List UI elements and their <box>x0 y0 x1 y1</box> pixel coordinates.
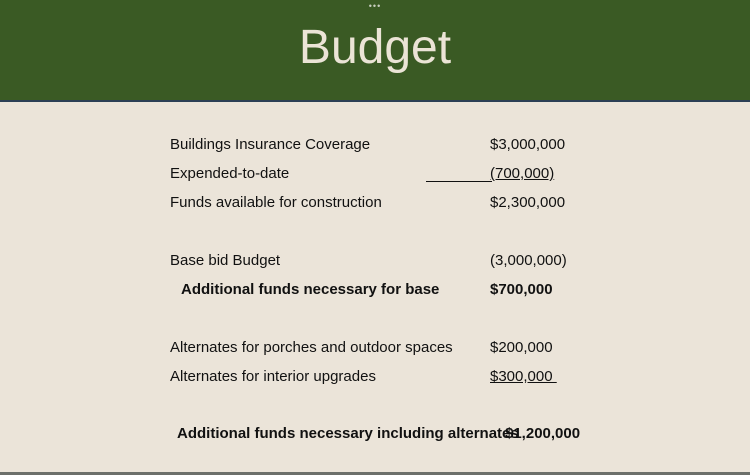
slide-options-dots[interactable]: ••• <box>368 1 382 11</box>
buildings-insurance-label: Buildings Insurance Coverage <box>170 136 371 153</box>
base-bid-amount: (3,000,000) <box>490 252 567 269</box>
additional-base-label: Additional funds necessary for base <box>181 281 440 298</box>
funds-available-label: Funds available for construction <box>170 194 382 211</box>
alt-interior-label: Alternates for interior upgrades <box>170 368 376 385</box>
title-banner <box>0 0 750 102</box>
expended-amount: (700,000) <box>490 165 555 182</box>
additional-total-amount: $1,200,000 <box>505 425 581 442</box>
slide-title: Budget <box>298 21 452 74</box>
alt-interior-amount: $300,000 <box>490 368 557 385</box>
base-bid-label: Base bid Budget <box>170 252 281 269</box>
alt-porches-label: Alternates for porches and outdoor spaces <box>170 339 453 356</box>
funds-available-amount: $2,300,000 <box>490 194 566 211</box>
subtotal-rule <box>426 181 492 182</box>
alt-porches-amount: $200,000 <box>490 339 553 356</box>
buildings-insurance-amount: $3,000,000 <box>490 136 566 153</box>
additional-base-amount: $700,000 <box>490 281 553 298</box>
expended-label: Expended-to-date <box>170 165 290 182</box>
additional-total-label: Additional funds necessary including alternates <box>177 425 519 442</box>
